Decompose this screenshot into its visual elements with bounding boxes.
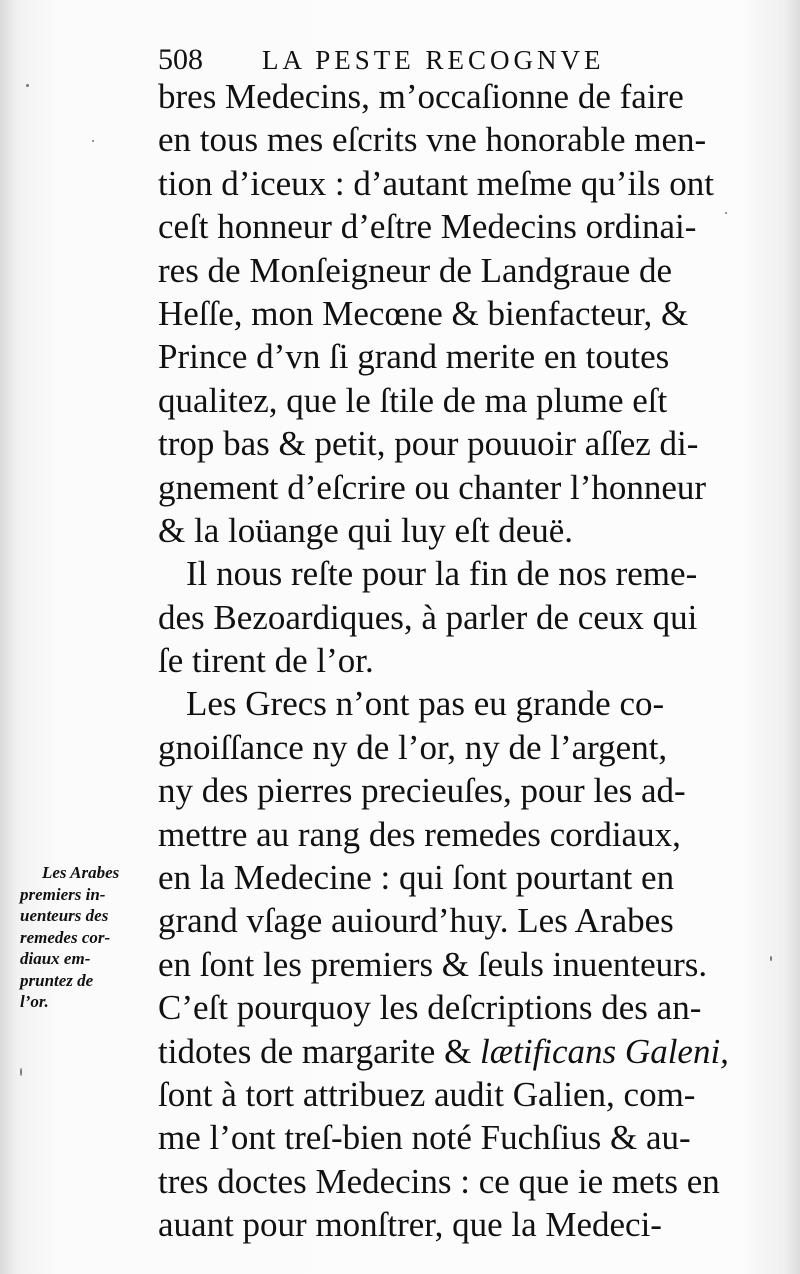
- body-line: Il nous reſte pour la fin de nos reme-: [186, 554, 698, 594]
- body-text: [158, 75, 729, 1247]
- body-line: ny des pierres precieuſes, pour les ad-: [158, 771, 686, 811]
- body-line: ceſt honneur d’eſtre Medecins ordinai-: [158, 207, 697, 247]
- running-head: LA PESTE RECOGNVE: [262, 45, 605, 75]
- margin-note-line: pruntez de: [20, 970, 94, 990]
- body-line: auant pour monſtrer, que la Medeci-: [158, 1205, 662, 1245]
- body-line: en tous mes eſcrits vne honorable men-: [158, 120, 707, 160]
- paper-speck: [26, 84, 29, 87]
- margin-note: [20, 862, 156, 1013]
- italic-phrase: lætificans Galeni,: [480, 1031, 729, 1071]
- body-line: trop bas & petit, pour pouuoir aſſez di-: [158, 424, 699, 464]
- body-line: tion d’iceux : d’autant meſme qu’ils ont: [158, 163, 714, 203]
- paper-speck: [20, 1068, 22, 1076]
- body-line: tres doctes Medecins : ce que ie mets en: [158, 1161, 720, 1201]
- body-line: gnoiſſance ny de l’or, ny de l’argent,: [158, 727, 668, 767]
- body-line: en la Medecine : qui ſont pourtant en: [158, 858, 675, 898]
- margin-note-line: premiers in-: [20, 884, 106, 904]
- page-header: [158, 40, 718, 80]
- margin-note-line: Les Arabes: [42, 863, 120, 882]
- page-number: 508: [158, 43, 203, 76]
- body-line: Heſſe, mon Mecœne & bienfacteur, &: [158, 293, 689, 333]
- body-line: & la loüange qui luy eſt deuë.: [158, 510, 574, 550]
- body-line: Prince d’vn ſi grand merite en toutes: [158, 337, 670, 377]
- body-line: gnement d’eſcrire ou chanter l’honneur: [158, 467, 707, 507]
- body-line: des Bezoardiques, à parler de ceux qui: [158, 597, 698, 637]
- margin-note-line: diaux em-: [20, 949, 91, 968]
- body-line-with-italic: [158, 1030, 729, 1073]
- body-line: me l’ont treſ-bien noté Fuchſius & au-: [158, 1118, 691, 1158]
- body-line: bres Medecins, m’occaſionne de faire: [158, 77, 684, 116]
- body-line-start: tidotes de margarite &: [158, 1031, 481, 1071]
- body-line: grand vſage auiourd’huy. Les Arabes: [158, 901, 674, 941]
- margin-note-line: l’or.: [20, 992, 49, 1011]
- body-line: C’eſt pourquoy les deſcriptions des an-: [158, 988, 702, 1028]
- body-line: Les Grecs n’ont pas eu grande co-: [186, 684, 665, 724]
- body-line: ſont à tort attribuez audit Galien, com-: [158, 1074, 696, 1114]
- body-line: ſe tirent de l’or.: [158, 641, 374, 681]
- body-line: qualitez, que le ſtile de ma plume eſt: [158, 380, 668, 420]
- margin-note-line: remedes cor-: [20, 927, 111, 947]
- paper-speck: [725, 212, 727, 214]
- body-line: en ſont les premiers & ſeuls inuenteurs.: [158, 944, 708, 984]
- margin-note-line: uenteurs des: [20, 906, 109, 925]
- body-line: res de Monſeigneur de Landgraue de: [158, 250, 673, 290]
- paper-speck: [92, 140, 94, 142]
- paper-speck: [770, 956, 772, 961]
- body-line: mettre au rang des remedes cordiaux,: [158, 814, 681, 854]
